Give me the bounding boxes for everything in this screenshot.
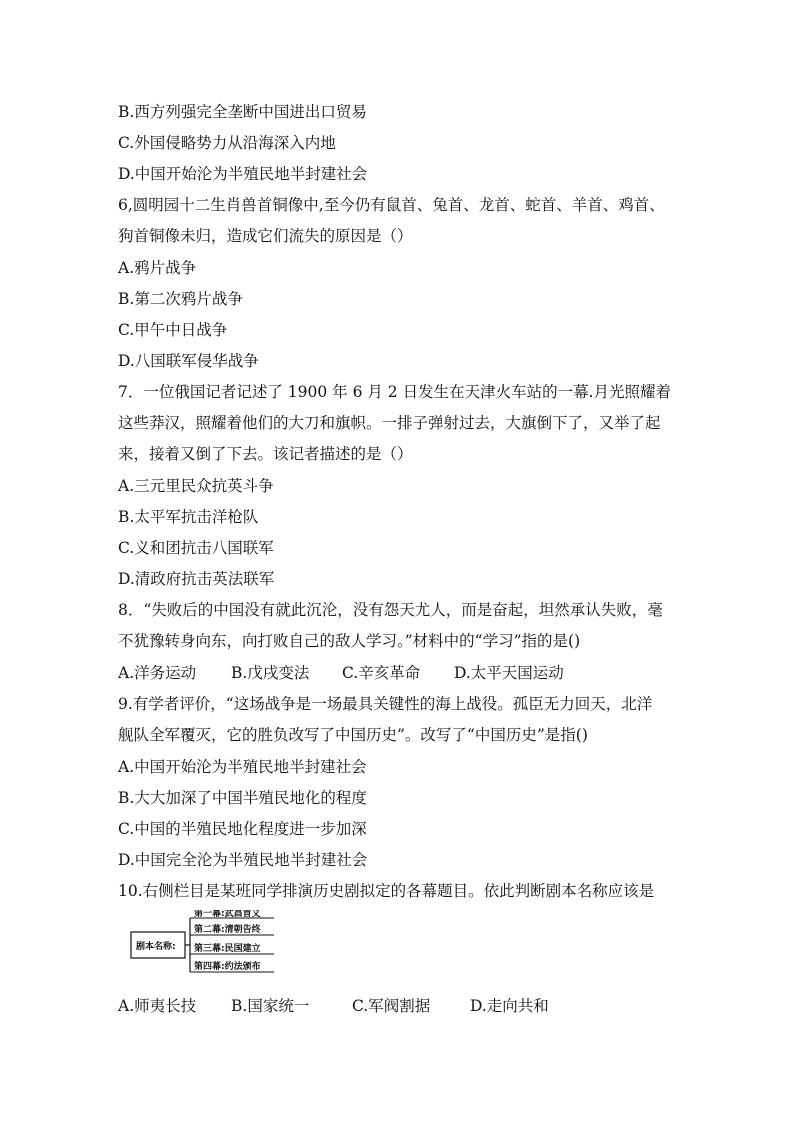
q6-option-a: A.鸦片战争	[118, 259, 197, 277]
q9-option-c: C.中国的半殖民地化程度进一步加深	[118, 820, 367, 838]
q8-option-d: D.太平天国运动	[454, 664, 564, 682]
q7-option-d: D.清政府抗击英法联军	[118, 570, 275, 588]
diagram-act-2: 第二幕:清朝告终	[194, 925, 261, 935]
q7-stem-line-3: 来，接着又倒了下去。该记者描述的是（）	[118, 445, 413, 463]
q6-option-c: C.甲午中日战争	[118, 321, 228, 339]
q9-option-a: A.中国开始沦为半殖民地半封建社会	[118, 758, 367, 776]
q7-stem-line-2: 这些莽汉，照耀着他们的大刀和旗帜。一排子弹射过去，大旗倒下了，又举了起	[118, 414, 661, 432]
q6-option-b: B.第二次鸦片战争	[118, 290, 243, 308]
q9-option-b: B.大大加深了中国半殖民地化的程度	[118, 789, 367, 807]
q7-option-a: A.三元里民众抗英斗争	[118, 477, 274, 495]
q5-option-d: D.中国开始沦为半殖民地半封建社会	[118, 165, 368, 183]
q10-option-b: B.国家统一	[231, 997, 310, 1015]
q10-option-d: D.走向共和	[470, 997, 549, 1015]
q6-stem-line-2: 狗首铜像未归，造成它们流失的原因是（）	[118, 227, 413, 245]
diagram-act-3: 第三幕:民国建立	[194, 944, 261, 954]
q9-stem-line-2: 舰队全军覆灭，它的胜负改写了中国历史”。改写了“中国历史”是指()	[118, 726, 588, 744]
q7-option-b: B.太平军抗击洋枪队	[118, 508, 259, 526]
q5-option-c: C.外国侵略势力从沿海深入内地	[118, 134, 336, 152]
diagram-act-4: 第四幕:约法颁布	[194, 962, 261, 972]
diagram-act-1: 第一幕:武昌首义	[194, 910, 261, 919]
q7-stem-line-1: 7．一位俄国记者记述了 1900 年 6 月 2 日发生在天津火车站的一幕.月光照耀着	[118, 383, 672, 401]
q8-stem-line-1: 8．“失败后的中国没有就此沉沦，没有怨天尤人，而是奋起，坦然承认失败，毫	[118, 601, 663, 619]
q10-option-c: C.军阀割据	[352, 997, 431, 1015]
q9-option-d: D.中国完全沦为半殖民地半封建社会	[118, 851, 368, 869]
q8-option-a: A.洋务运动	[118, 664, 197, 682]
q10-stem-line-1: 10.右侧栏目是某班同学排演历史剧拟定的各幕题目。依此判断剧本名称应该是	[118, 882, 655, 900]
q8-option-c: C.辛亥革命	[342, 664, 421, 682]
q10-option-a: A.师夷长技	[118, 997, 197, 1015]
q7-option-c: C.义和团抗击八国联军	[118, 539, 274, 557]
q8-option-b: B.戊戌变法	[231, 664, 310, 682]
q6-stem-line-1: 6,圆明园十二生肖兽首铜像中,至今仍有鼠首、兔首、龙首、蛇首、羊首、鸡首、	[118, 196, 665, 214]
q5-option-b: B.西方列强完全垄断中国进出口贸易	[118, 103, 367, 121]
diagram-root-label: 剧本名称:	[136, 942, 176, 952]
q9-stem-line-1: 9.有学者评价，“这场战争是一场最具关键性的海上战役。孤臣无力回天，北洋	[118, 695, 653, 713]
q10-play-diagram	[130, 910, 275, 982]
q6-option-d: D.八国联军侵华战争	[118, 352, 259, 370]
q8-stem-line-2: 不犹豫转身向东，向打败自己的敌人学习。”材料中的“学习”指的是()	[118, 632, 581, 650]
